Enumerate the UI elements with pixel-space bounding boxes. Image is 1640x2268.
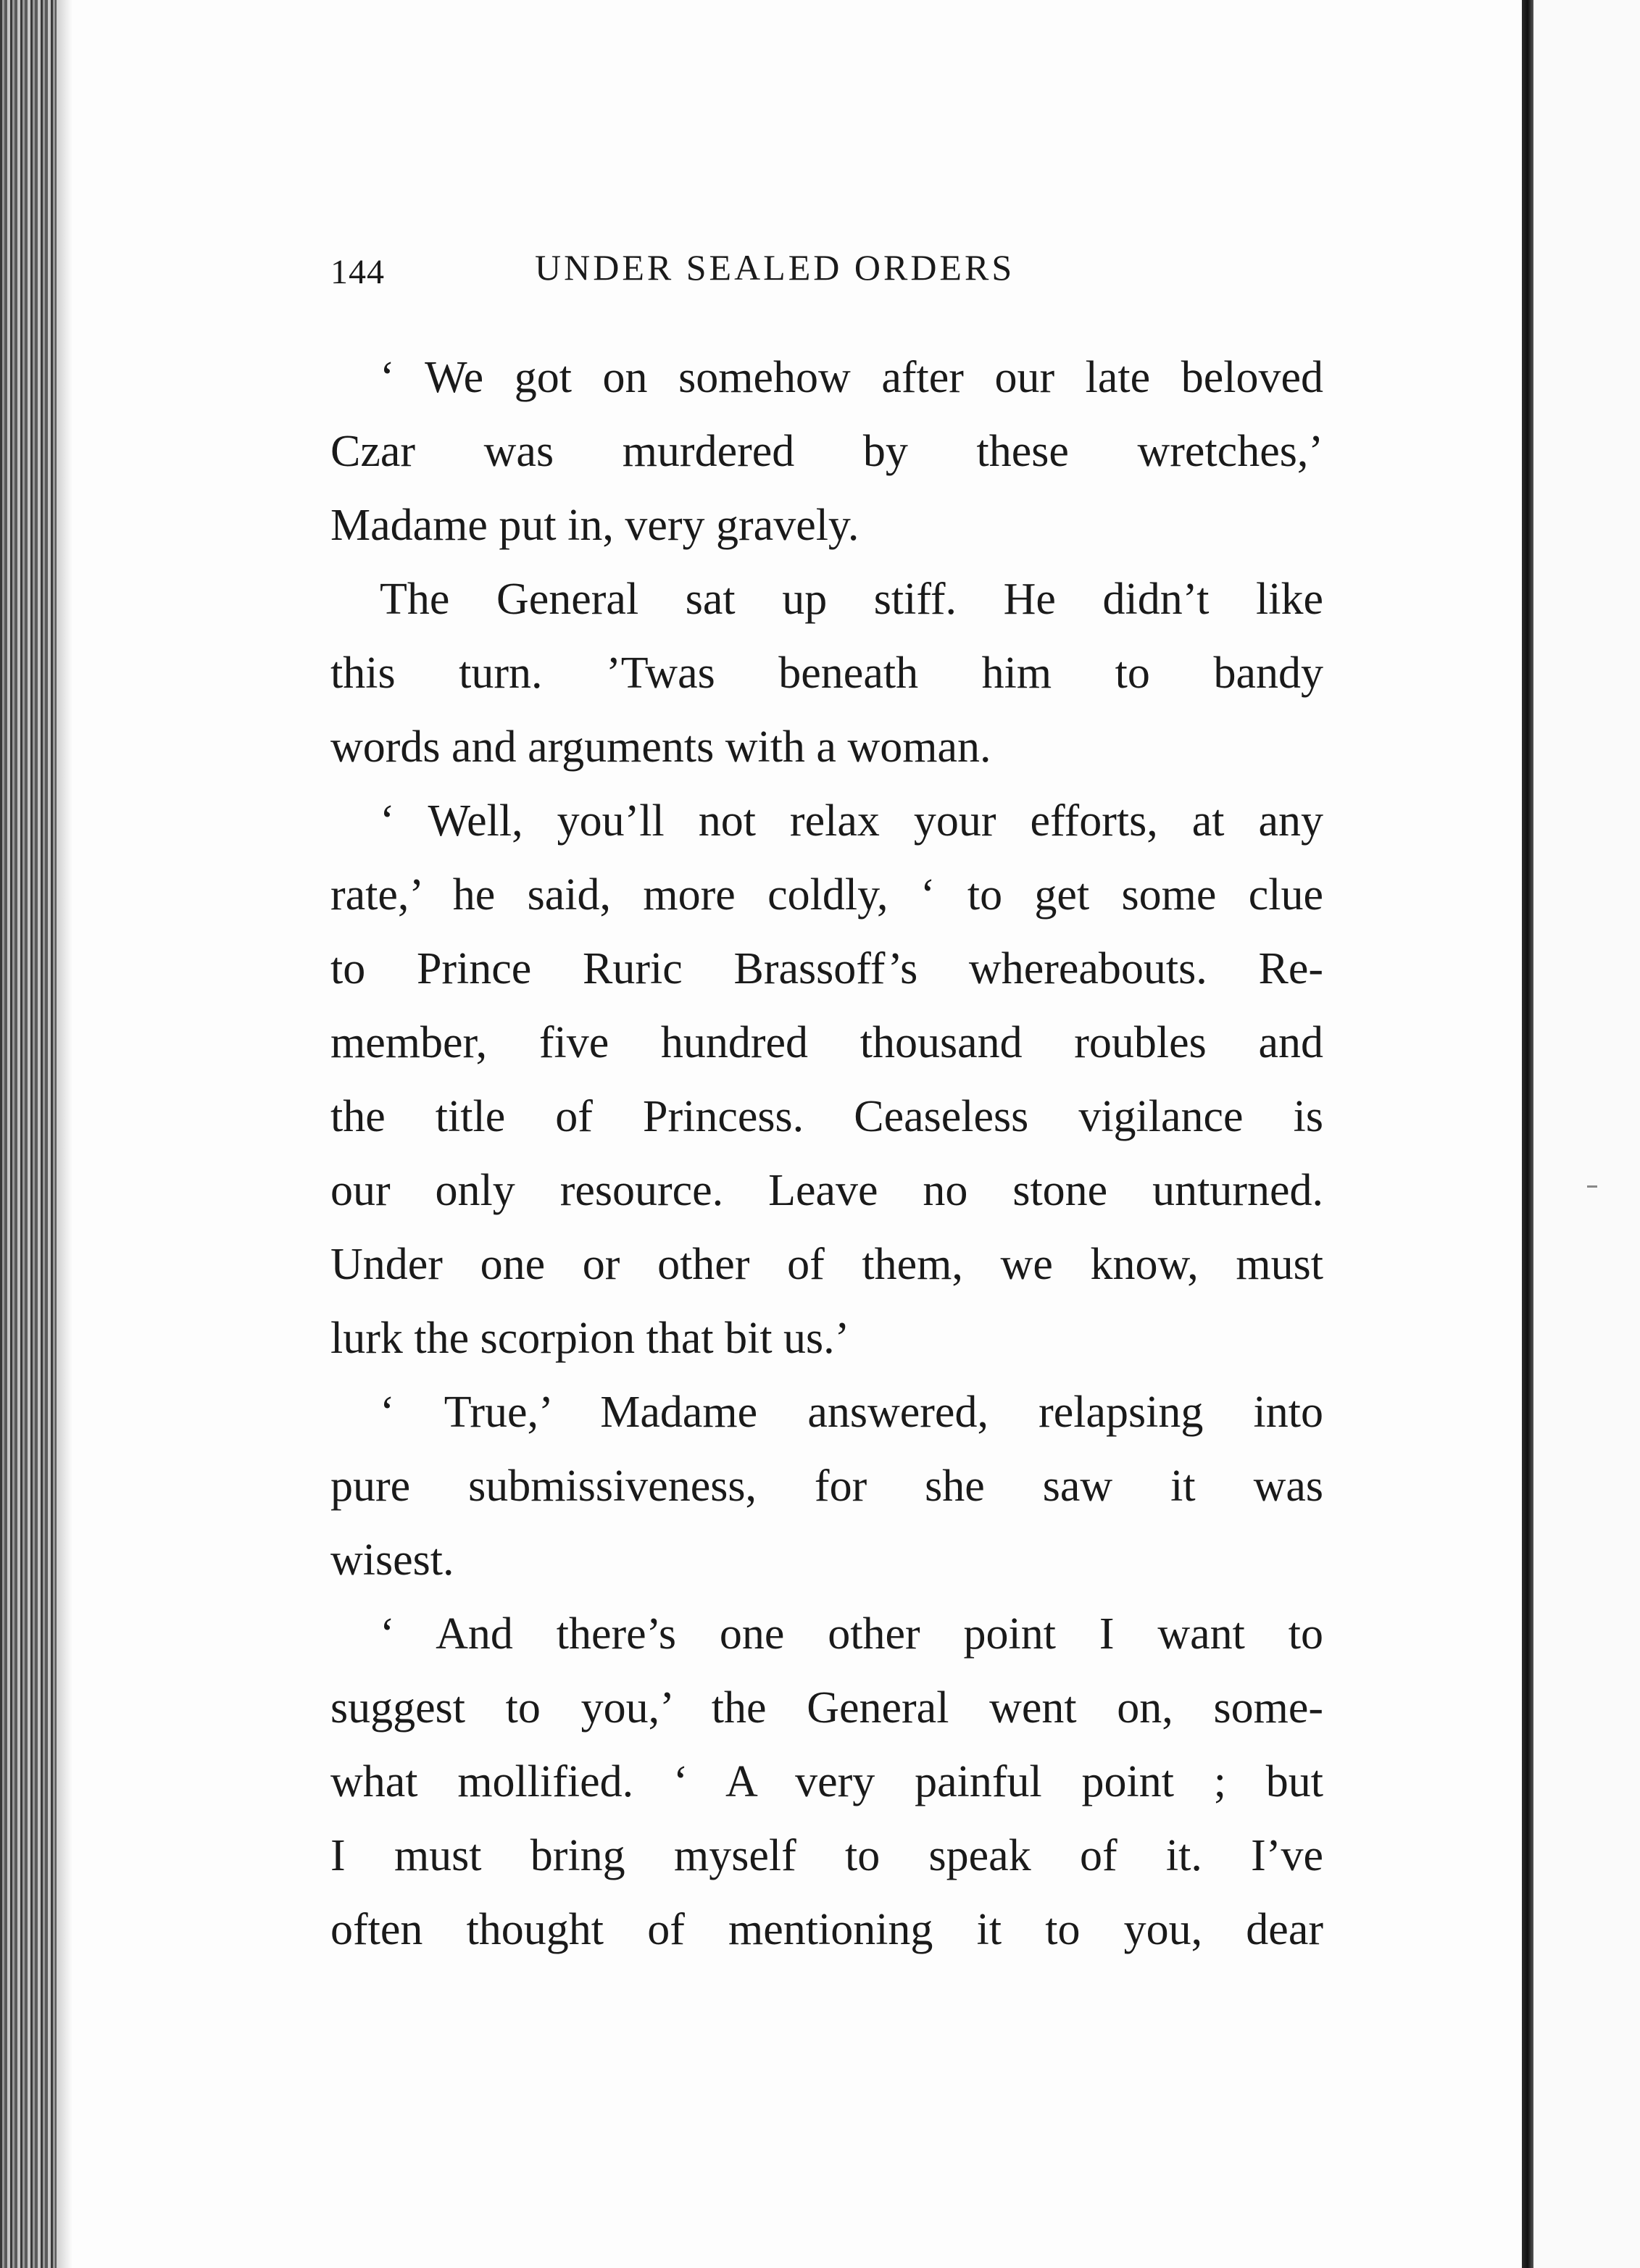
- text-line: I must bring myself to speak of it. I’ve: [330, 1831, 1323, 1880]
- text-line: wisest.: [330, 1535, 454, 1585]
- page-edge: [1522, 0, 1533, 2268]
- text-line: lurk the scorpion that bit us.’: [330, 1314, 850, 1363]
- text-line: this turn. ’Twas beneath him to bandy: [330, 649, 1323, 698]
- text-line: words and arguments with a woman.: [330, 722, 991, 772]
- text-line: the title of Princess. Ceaseless vigilance is: [330, 1092, 1323, 1141]
- text-line: often thought of mentioning it to you, dear: [330, 1905, 1323, 1954]
- text-line: rate,’ he said, more coldly, ‘ to get some clue: [330, 870, 1323, 920]
- body-text: [330, 341, 1323, 1967]
- edge-mark: [1587, 1185, 1597, 1188]
- spine-shadow: [57, 0, 72, 2268]
- page-edge-margin: [1533, 0, 1640, 2268]
- text-line: pure submissiveness, for she saw it was: [330, 1462, 1323, 1511]
- text-line: ‘ Well, you’ll not relax your efforts, at any: [380, 796, 1323, 846]
- text-line: Czar was murdered by these wretches,’: [330, 427, 1323, 476]
- text-line: Under one or other of them, we know, must: [330, 1240, 1323, 1289]
- text-line: to Prince Ruric Brassoff’s whereabouts. Re-: [330, 944, 1323, 993]
- text-line: what mollified. ‘ A very painful point ; but: [330, 1757, 1323, 1806]
- text-line: member, five hundred thousand roubles and: [330, 1018, 1323, 1067]
- page-number: 144: [330, 253, 385, 291]
- text-line: our only resource. Leave no stone unturned.: [330, 1166, 1323, 1215]
- text-line: suggest to you,’ the General went on, some-: [330, 1683, 1323, 1733]
- running-head: UNDER SEALED ORDERS: [535, 247, 1015, 288]
- text-line: Madame put in, very gravely.: [330, 501, 859, 550]
- text-line: ‘ We got on somehow after our late beloved: [380, 353, 1323, 402]
- text-line: ‘ True,’ Madame answered, relapsing into: [380, 1388, 1323, 1437]
- text-line: ‘ And there’s one other point I want to: [380, 1609, 1323, 1659]
- page-header: [330, 246, 1331, 304]
- text-line: The General sat up stiff. He didn’t like: [380, 575, 1323, 624]
- book-spine: [0, 0, 57, 2268]
